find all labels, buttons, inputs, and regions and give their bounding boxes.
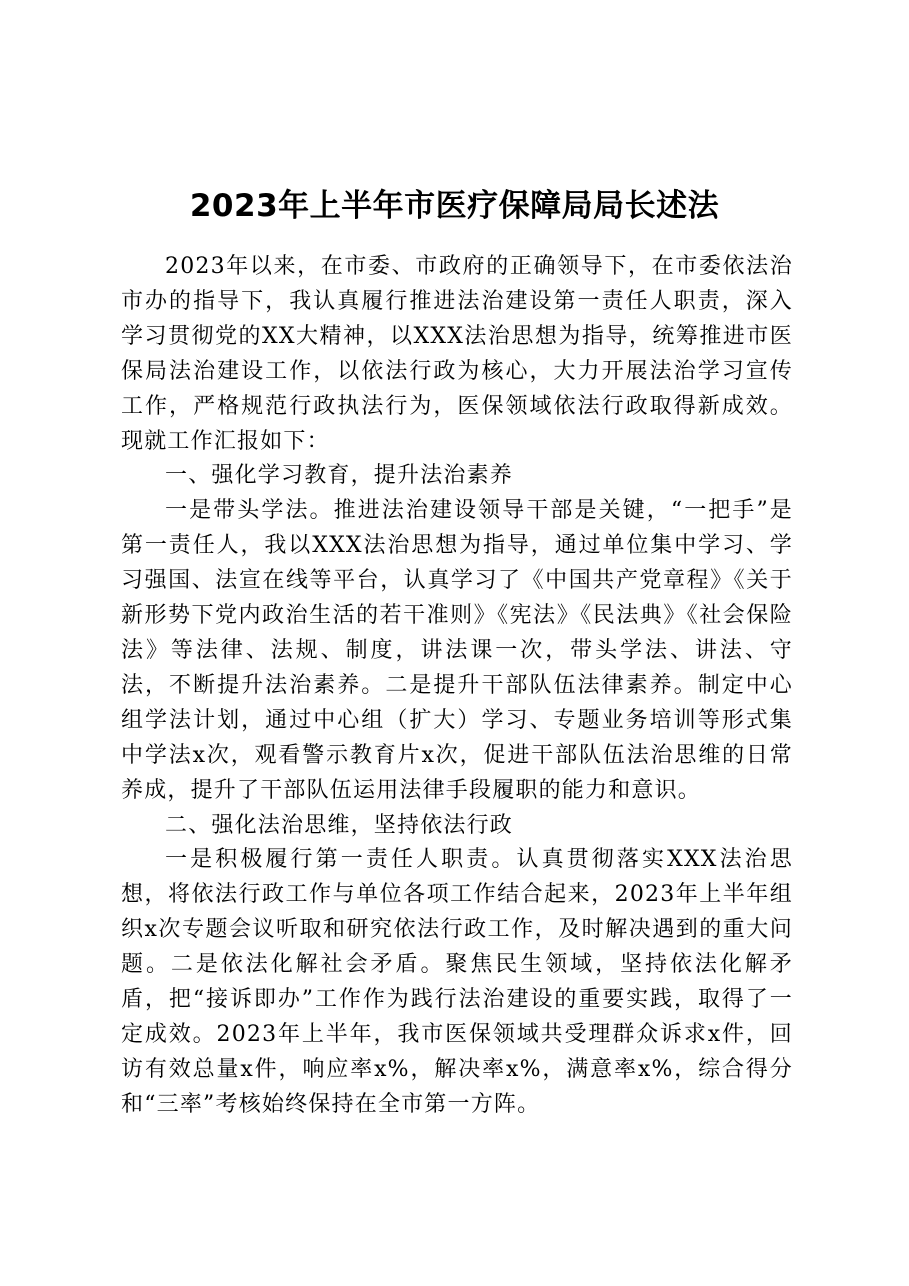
document-title: 2023年上半年市医疗保障局局长述法 [189, 188, 720, 224]
section-2-paragraph: 一是积极履行第一责任人职责。认真贯彻落实XXX法治思想，将依法行政工作与单位各项工作结合起来，2023年上半年组织x次专题会议听取和研究依法行政工作，及时解决遇到的重大问题。二是依法化解社会矛盾。聚焦民生领域，坚持依法化解矛盾，把“接诉即办”工作作为践行法治建设的重要实践，取得了一定成效。2023年上半年，我市医保领域共受理群众诉求x件，回访有效总量x件，响应率x%，解决率x%，满意率x%，综合得分和“三率”考核始终保持在全市第一方阵。 [121, 847, 793, 1117]
section-heading-1: 一、强化学习教育，提升法治素养 [165, 463, 514, 489]
intro-paragraph: 2023年以来，在市委、市政府的正确领导下，在市委依法治市办的指导下，我认真履行推进法治建设第一责任人职责，深入学习贯彻党的XX大精神，以XXX法治思想为指导，统筹推进市医保局法治建设工作，以依法行政为核心，大力开展法治学习宣传工作，严格规范行政执法行为，医保领域依法行政取得新成效。现就工作汇报如下： [121, 254, 793, 454]
section-1-paragraph: 一是带头学法。推进法治建设领导干部是关键，“一把手”是第一责任人，我以XXX法治思想为指导，通过单位集中学习、学习强国、法宣在线等平台，认真学习了《中国共产党章程》《关于新形势下党内政治生活的若干准则》《宪法》《民法典》《社会保险法》等法律、法规、制度，讲法课一次，带头学法、讲法、守法，不断提升法治素养。二是提升干部队伍法律素养。制定中心组学法计划，通过中心组（扩大）学习、专题业务培训等形式集中学法x次，观看警示教育片x次，促进干部队伍法治思维的日常养成，提升了干部队伍运用法律手段履职的能力和意识。 [121, 498, 793, 803]
section-heading-2: 二、强化法治思维，坚持依法行政 [165, 812, 514, 838]
document-body [121, 250, 793, 1123]
